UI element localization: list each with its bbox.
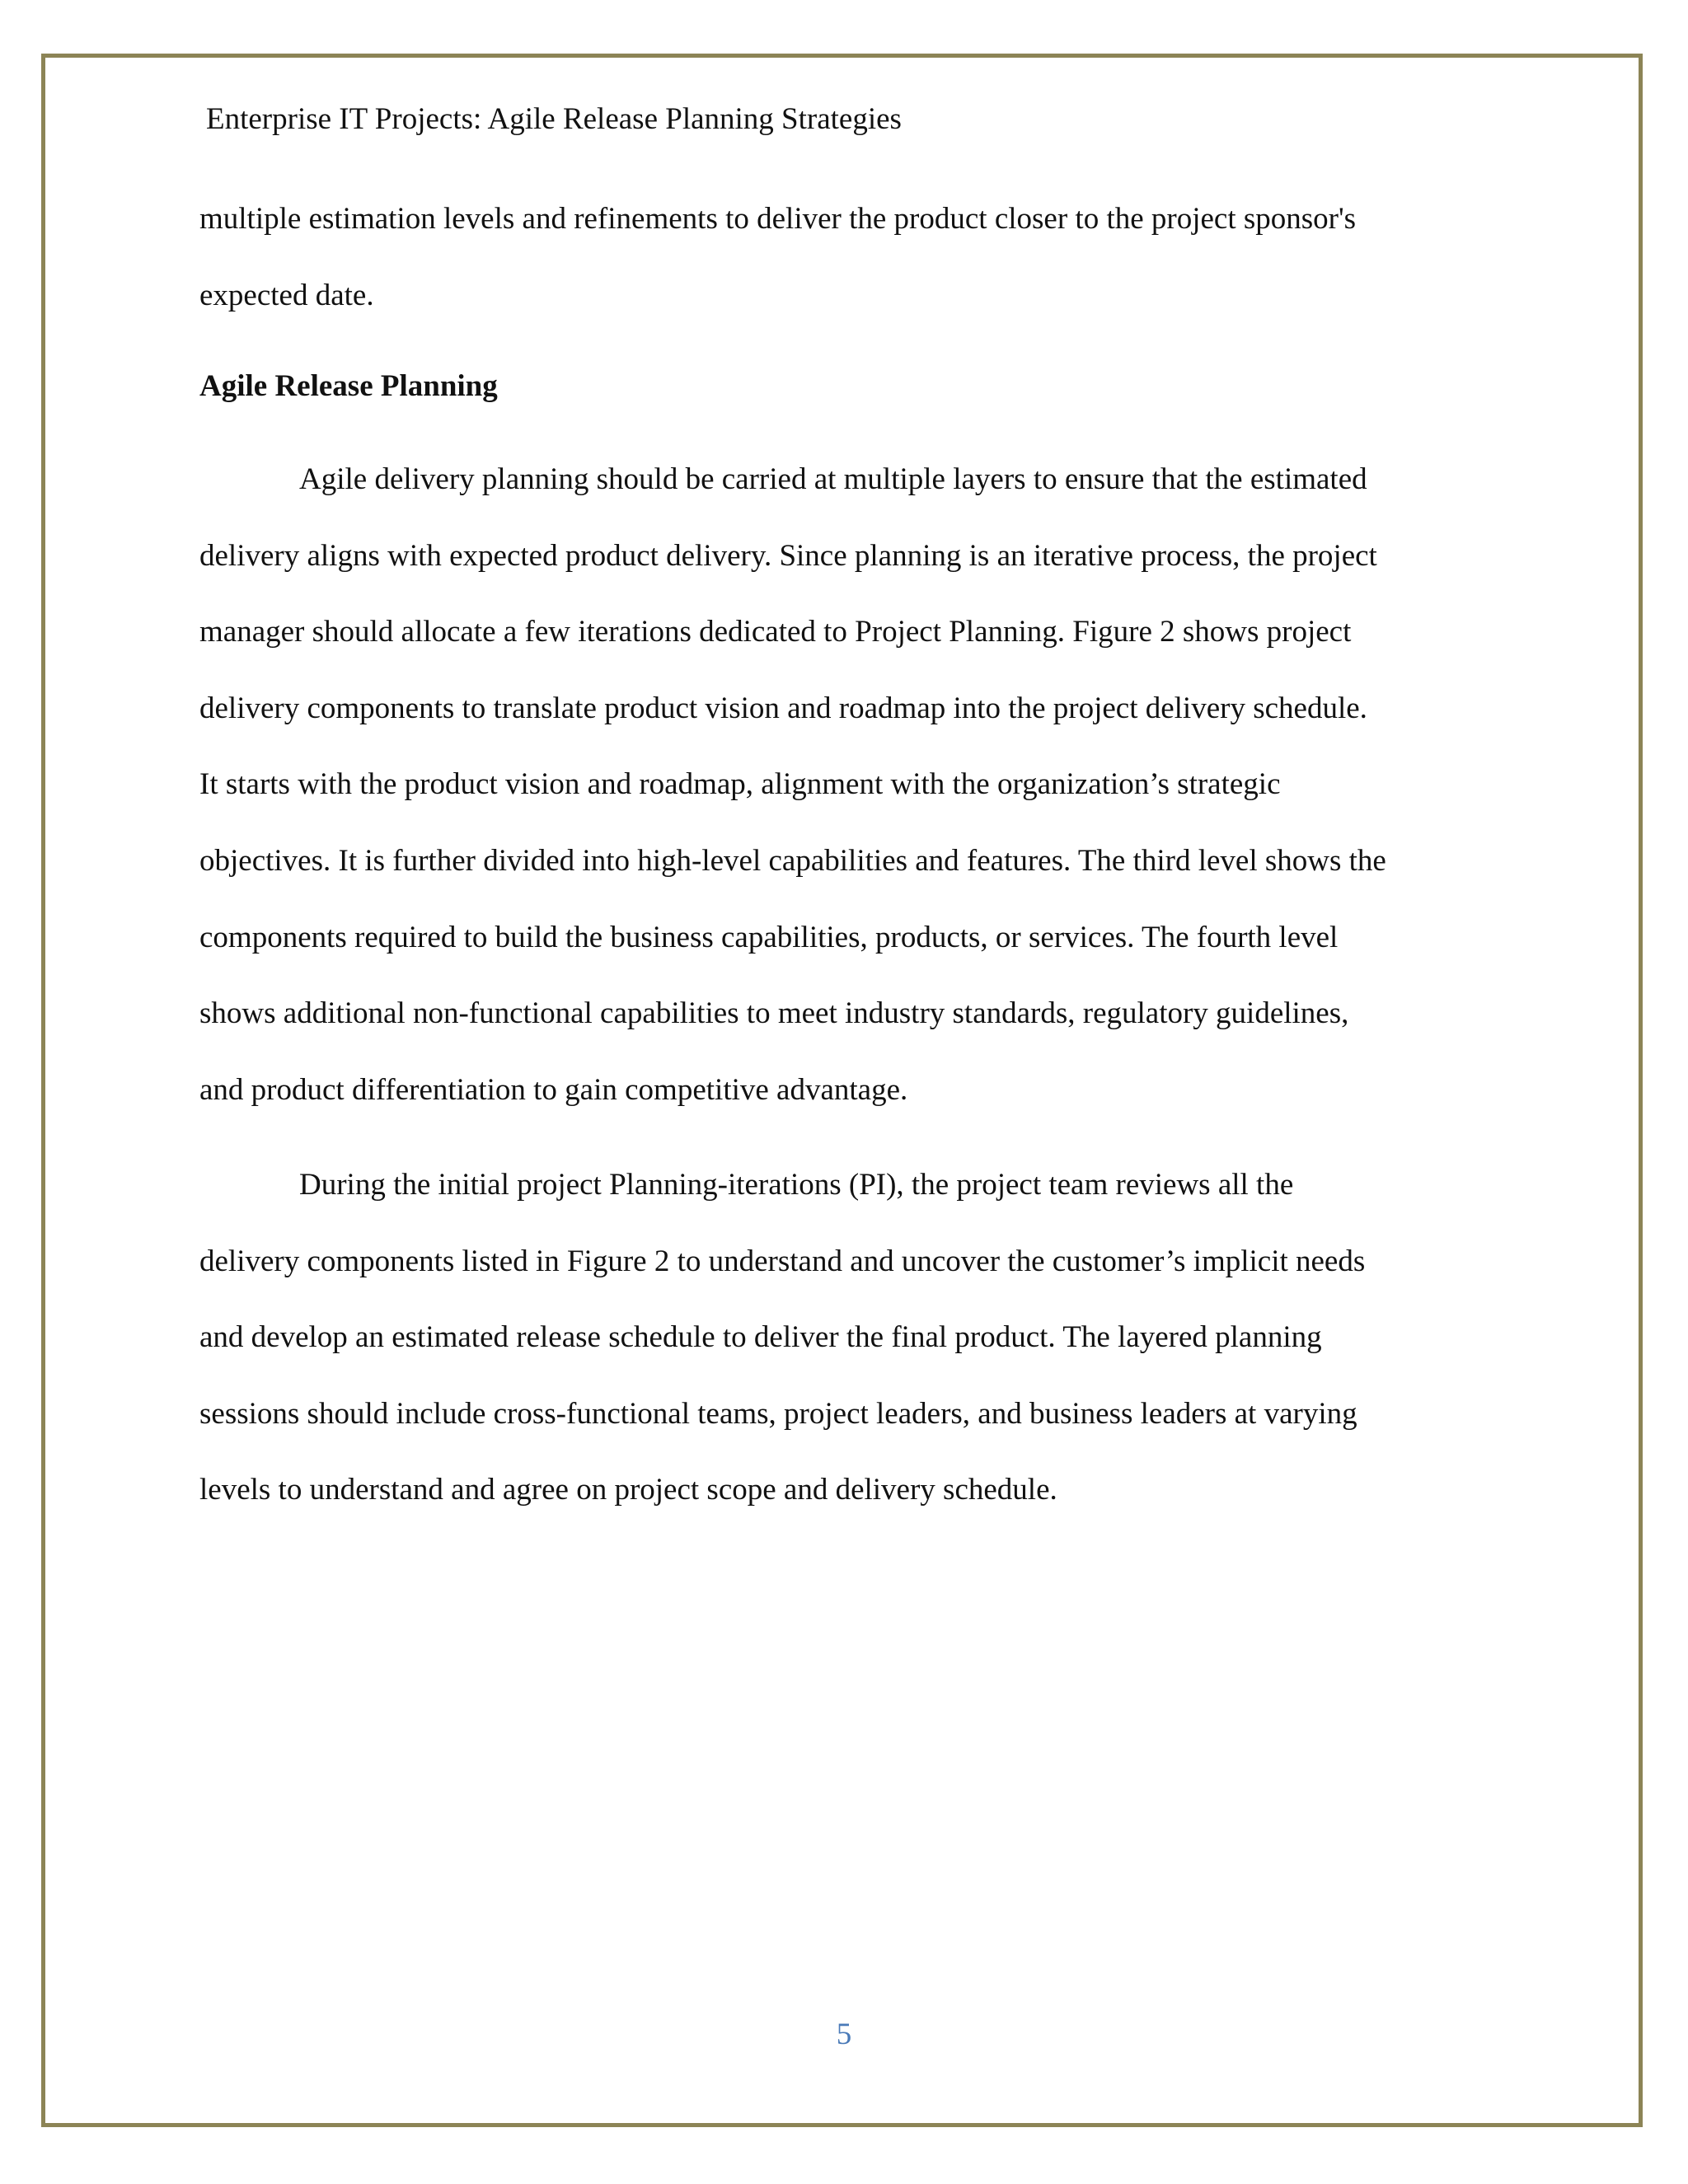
paragraph-line: shows additional non-functional capabilities to meet industry standards, regulatory guidelines, [199,996,1349,1031]
paragraph-line: Agile delivery planning should be carried at multiple layers to ensure that the estimated [299,462,1367,496]
paragraph-line: components required to build the business capabilities, products, or services. The fourth level [199,920,1339,954]
paragraph-line: sessions should include cross-functional teams, project leaders, and business leaders at varying [199,1396,1357,1431]
paragraph-line: and product differentiation to gain competitive advantage. [199,1072,908,1107]
paragraph-line: levels to understand and agree on project scope and delivery schedule. [199,1473,1057,1507]
paragraph-1 [199,442,1518,1128]
paragraph-line: It starts with the product vision and roadmap, alignment with the organization’s strategic [199,767,1281,802]
paragraph-line: delivery aligns with expected product delivery. Since planning is an iterative process, the project [199,538,1377,573]
paragraph-line: delivery components to translate product vision and roadmap into the project delivery schedule. [199,691,1367,725]
section-heading: Agile Release Planning [199,369,498,403]
intro-line: expected date. [199,278,374,312]
paragraph-2 [199,1147,1518,1529]
paragraph-line: and develop an estimated release schedule to deliver the final product. The layered planning [199,1320,1322,1355]
paragraph-line: During the initial project Planning-iterations (PI), the project team reviews all the [299,1168,1294,1202]
paragraph-line: delivery components listed in Figure 2 to understand and uncover the customer’s implicit needs [199,1244,1366,1278]
intro-paragraph [199,181,1518,334]
paragraph-line: manager should allocate a few iterations dedicated to Project Planning. Figure 2 shows project [199,615,1352,649]
running-header: Enterprise IT Projects: Agile Release Planning Strategies [206,102,902,136]
intro-line: multiple estimation levels and refinements to deliver the product closer to the project sponsor's [199,202,1357,236]
paragraph-line: objectives. It is further divided into high-level capabilities and features. The third level shows the [199,843,1386,878]
page-number: 5 [836,2018,852,2051]
